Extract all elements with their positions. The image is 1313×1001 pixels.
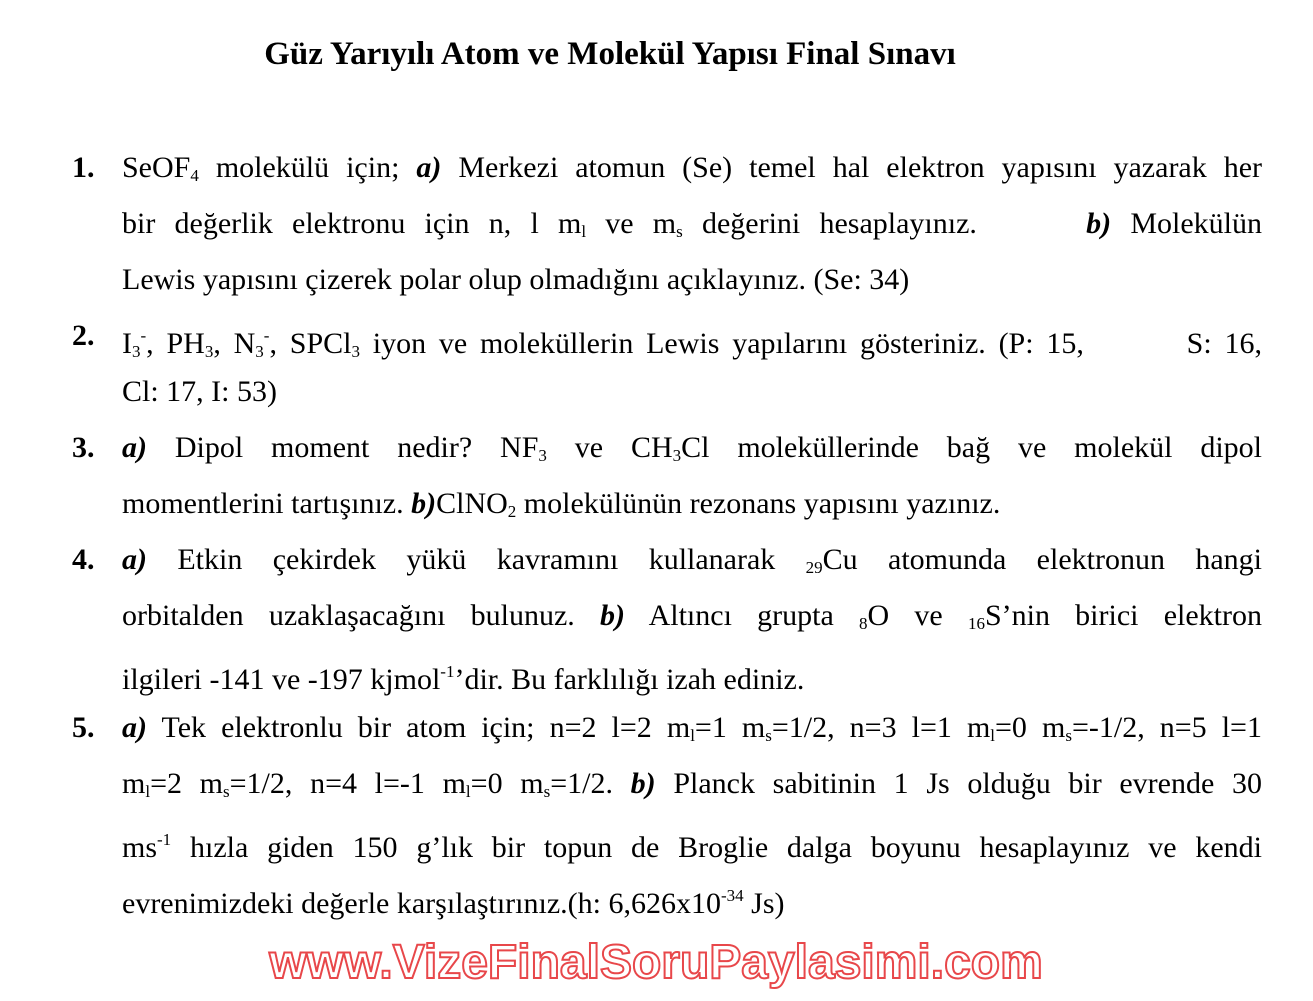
text-segment: Merkezi atomun (Se) temel hal elektron yapısını yazarak her xyxy=(441,151,1263,184)
text-segment: ilgileri -141 ve -197 kjmol xyxy=(122,663,441,696)
text-segment: ’dir. Bu farklılığı izah ediniz. xyxy=(454,663,805,696)
text-segment: Tek elektronlu bir atom için; n=2 l=2 m xyxy=(147,711,691,744)
question-text-line xyxy=(122,140,1262,196)
question-number: 5. xyxy=(72,711,95,744)
text-segment: momentlerini tartışınız. xyxy=(122,487,412,520)
subscript: l xyxy=(465,782,471,801)
subscript: 2 xyxy=(507,502,517,521)
subscript: 16 xyxy=(967,614,985,633)
subscript: 8 xyxy=(859,614,868,633)
text-segment: ve m xyxy=(586,207,677,240)
question-text-line xyxy=(122,756,1262,812)
text-segment: =0 m xyxy=(470,767,544,800)
text-segment: S: 16, xyxy=(1186,327,1262,360)
text-segment: Altıncı grupta xyxy=(625,599,859,632)
watermark-text: www.VizeFinalSoruPaylasimi.com xyxy=(269,936,1043,989)
part-label: b) xyxy=(411,487,437,520)
text-segment: molekülü için; xyxy=(198,151,417,184)
text-segment: değerini hesaplayınız. xyxy=(682,207,997,240)
text-segment: bir değerlik elektronu için n, l m xyxy=(122,207,582,240)
text-segment: Molekülün xyxy=(1111,207,1263,240)
part-label: b) xyxy=(1086,207,1112,240)
text-segment: ms xyxy=(122,831,158,864)
text-segment: Planck sabitinin 1 Js olduğu bir evrende 30 xyxy=(655,767,1262,800)
text-segment: ClNO xyxy=(436,487,508,520)
text-segment: Etkin çekirdek yükü kavramını kullanarak xyxy=(147,543,806,576)
text-segment: =0 m xyxy=(995,711,1066,744)
question-number: 3. xyxy=(72,431,95,464)
question-number: 4. xyxy=(72,543,95,576)
part-label: b) xyxy=(600,599,626,632)
question-text-line xyxy=(122,252,1262,308)
superscript: -1 xyxy=(440,662,455,681)
text-segment: Cl moleküllerinde bağ ve molekül dipol xyxy=(681,431,1262,464)
text-segment: S’nin birici elektron xyxy=(984,599,1262,632)
subscript: 3 xyxy=(132,342,141,361)
question-text-line xyxy=(122,420,1262,476)
subscript: 3 xyxy=(538,446,547,465)
question-number: 1. xyxy=(72,151,95,184)
question-number: 2. xyxy=(72,319,95,352)
question-text-line xyxy=(122,868,1262,924)
text-segment: =-1/2, n=5 l=1 xyxy=(1071,711,1262,744)
superscript: -34 xyxy=(720,886,744,905)
part-label: b) xyxy=(630,767,656,800)
text-segment: =2 m xyxy=(150,767,224,800)
text-segment: Dipol moment nedir? NF xyxy=(147,431,539,464)
text-segment: iyon ve moleküllerin Lewis yapılarını gösteriniz. (P: 15, xyxy=(359,327,1097,360)
part-label: a) xyxy=(122,431,147,464)
superscript: - xyxy=(140,326,147,345)
subscript: 29 xyxy=(805,558,823,577)
text-segment: =1/2. xyxy=(550,767,631,800)
text-segment: orbitalden uzaklaşacağını bulunuz. xyxy=(122,599,601,632)
subscript: 3 xyxy=(255,342,264,361)
text-segment: evrenimizdeki değerle karşılaştırınız.(h: 6,626x10 xyxy=(122,887,721,920)
text-segment: =1 m xyxy=(694,711,766,744)
text-segment: =1/2, n=4 l=-1 m xyxy=(229,767,466,800)
question-text-line xyxy=(122,476,1262,532)
subscript: 3 xyxy=(672,446,682,465)
subscript: l xyxy=(581,222,587,241)
subscript: 3 xyxy=(204,342,214,361)
text-segment: Cl: 17, I: 53) xyxy=(122,375,277,408)
subscript: s xyxy=(223,782,230,801)
text-segment: hızla giden 150 g’lık bir topun de Broglie dalga boyunu hesaplayınız ve kendi xyxy=(171,831,1262,864)
subscript: l xyxy=(990,726,996,745)
text-segment: =1/2, n=3 l=1 m xyxy=(771,711,991,744)
text-segment: , N xyxy=(213,327,256,360)
text-segment: ve CH xyxy=(546,431,673,464)
text-segment: m xyxy=(122,767,146,800)
question-text-line xyxy=(122,700,1262,756)
question-text-line xyxy=(122,532,1262,588)
text-segment: Js) xyxy=(743,887,785,920)
subscript: s xyxy=(765,726,772,745)
text-segment: SeOF xyxy=(122,151,191,184)
text-segment: Lewis yapısını çizerek polar olup olmadığını açıklayınız. (Se: 34) xyxy=(122,263,910,296)
question-text-line xyxy=(122,196,1262,252)
question-text-line xyxy=(122,308,1262,364)
text-segment: I xyxy=(122,327,132,360)
part-label: a) xyxy=(122,543,147,576)
text-segment: , PH xyxy=(146,327,205,360)
part-label: a) xyxy=(416,151,442,184)
superscript: - xyxy=(263,326,270,345)
question-text-line xyxy=(122,588,1262,644)
subscript: l xyxy=(690,726,695,745)
subscript: s xyxy=(676,222,683,241)
text-segment: Cu atomunda elektronun hangi xyxy=(822,543,1262,576)
subscript: 4 xyxy=(190,166,199,185)
superscript: -1 xyxy=(157,830,172,849)
subscript: s xyxy=(1065,726,1072,745)
subscript: 3 xyxy=(351,342,360,361)
subscript: l xyxy=(145,782,151,801)
text-segment: O ve xyxy=(867,599,968,632)
exam-title: Güz Yarıyılı Atom ve Molekül Yapısı Final Sınavı xyxy=(264,36,956,72)
question-text-line xyxy=(122,812,1262,868)
text-segment: molekülünün rezonans yapısını yazınız. xyxy=(516,487,1001,520)
question-text-line xyxy=(122,644,1262,700)
subscript: s xyxy=(543,782,551,801)
part-label: a) xyxy=(122,711,147,744)
text-segment: , SPCl xyxy=(269,327,352,360)
question-text-line xyxy=(122,364,1262,420)
